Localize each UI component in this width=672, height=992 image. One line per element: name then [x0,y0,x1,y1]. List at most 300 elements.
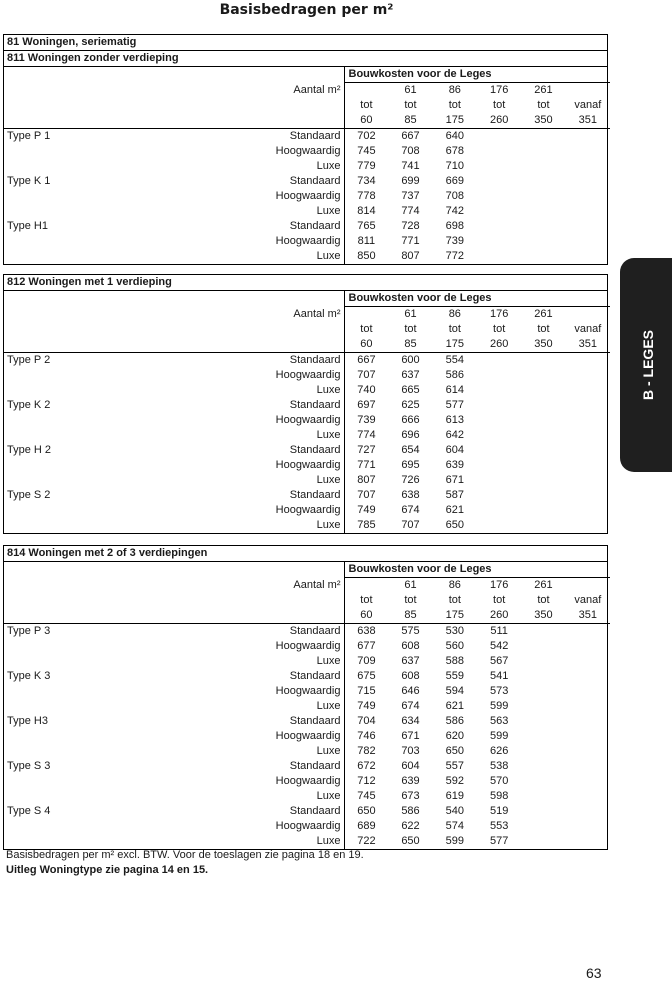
quality-label: Luxe [101,789,344,804]
range-to-cell: 175 [433,608,477,624]
value-cell [566,729,610,744]
value-cell: 619 [445,790,464,802]
header-spacer [101,593,344,608]
value-cell [566,624,610,640]
value-cell: 689 [357,820,376,832]
value-cell [477,234,521,249]
value-cell: 639 [445,459,464,471]
value-cell [521,234,565,249]
range-to-cell: 260 [477,113,521,129]
type-name [4,428,101,443]
header-spacer [101,291,344,307]
value-cell: 592 [445,775,464,787]
quality-label: Standaard [101,714,344,729]
quality-label: Hoogwaardig [101,368,344,383]
type-name: Type H1 [7,220,48,232]
value-cell: 785 [357,519,376,531]
value-cell: 807 [357,474,376,486]
header-spacer [4,113,101,129]
range-to-cell: 351 [566,337,610,353]
value-cell: 772 [445,250,464,262]
type-name [4,383,101,398]
value-cell [521,639,565,654]
value-cell [521,398,565,413]
value-cell: 696 [401,429,420,441]
table-row [4,219,610,234]
type-name [4,819,101,834]
value-cell: 782 [357,745,376,757]
table-row [4,174,610,189]
header-spacer [4,337,101,353]
table-row [4,413,610,428]
value-cell: 586 [445,715,464,727]
quality-label: Standaard [101,804,344,819]
value-cell: 710 [445,160,464,172]
table-row [4,819,610,834]
table-row [4,368,610,383]
value-cell [566,174,610,189]
table-row [4,383,610,398]
value-cell [566,819,610,834]
type-name [4,729,101,744]
quality-label: Standaard [101,443,344,458]
bouwkosten-header: Bouwkosten voor de Leges [344,291,610,307]
type-name: Type P 2 [7,354,51,366]
value-cell [477,398,521,413]
range-mid-cell: tot [448,99,461,111]
value-cell: 599 [445,835,464,847]
value-cell: 586 [445,369,464,381]
value-cell [477,129,521,145]
value-cell: 678 [445,145,464,157]
range-from-row [4,307,610,323]
value-cell: 621 [445,504,464,516]
range-mid-row [4,593,610,608]
table-row [4,714,610,729]
value-cell [521,473,565,488]
quality-label: Standaard [101,174,344,189]
value-cell [521,714,565,729]
quality-label: Luxe [101,383,344,398]
value-cell [566,443,610,458]
value-cell [521,669,565,684]
quality-label: Luxe [101,428,344,443]
value-cell [477,249,521,264]
value-cell: 567 [489,655,509,667]
header-spacer [4,562,101,578]
value-cell [521,684,565,699]
value-cell: 570 [489,775,509,787]
type-name: Type K 2 [7,399,51,411]
table-row [4,834,610,849]
type-name [4,458,101,473]
type-name [4,159,101,174]
value-cell: 608 [401,640,420,652]
value-cell [521,174,565,189]
value-cell: 741 [401,160,420,172]
value-cell: 673 [401,790,420,802]
value-cell: 594 [445,685,464,697]
range-from-cell: 176 [489,579,509,591]
range-mid-cell: tot [448,594,461,606]
range-to-cell: 260 [477,337,521,353]
value-cell [521,774,565,789]
range-to-cell: 85 [388,608,432,624]
header-row [4,67,610,83]
table-row [4,144,610,159]
value-cell [521,249,565,264]
range-mid-cell: tot [537,594,550,606]
table-row [4,518,610,533]
table-row [4,759,610,774]
quality-label: Luxe [101,518,344,533]
range-to-cell: 60 [344,337,388,353]
range-to-cell: 260 [477,608,521,624]
range-from-cell: 176 [489,84,509,96]
value-cell: 557 [445,760,464,772]
value-cell: 650 [445,519,464,531]
type-name: Type S 4 [7,805,51,817]
value-cell: 634 [401,715,420,727]
table-row [4,699,610,714]
value-cell: 586 [401,805,420,817]
value-cell: 746 [357,730,376,742]
value-cell [566,789,610,804]
table-row [4,669,610,684]
value-cell: 650 [357,805,376,817]
value-cell [566,368,610,383]
header-spacer [4,83,101,99]
value-cell [477,174,521,189]
value-cell: 778 [357,190,376,202]
value-cell: 704 [357,715,376,727]
value-cell [521,129,565,145]
range-to-row [4,113,610,129]
range-mid-cell: tot [360,594,373,606]
range-from-row [4,578,610,594]
range-mid-cell: tot [404,323,417,335]
value-cell: 599 [489,700,509,712]
value-cell: 703 [401,745,420,757]
value-cell: 749 [357,504,376,516]
value-cell [566,398,610,413]
table-row [4,729,610,744]
value-cell: 698 [445,220,464,232]
value-cell: 608 [401,670,420,682]
range-to-cell: 350 [521,337,565,353]
range-from-cell [566,578,610,594]
value-cell [566,744,610,759]
type-name [4,699,101,714]
table-row [4,744,610,759]
value-cell [521,159,565,174]
range-mid-cell: tot [493,99,506,111]
value-cell: 554 [445,354,464,366]
value-cell: 613 [445,414,464,426]
value-cell [566,458,610,473]
value-cell: 577 [445,399,464,411]
table-row [4,488,610,503]
value-cell: 519 [489,805,509,817]
footnote: Basisbedragen per m² excl. BTW. Voor de toeslagen zie pagina 18 en 19. [6,849,364,861]
quality-label: Luxe [101,473,344,488]
range-to-cell: 85 [388,337,432,353]
value-cell [521,789,565,804]
range-from-cell [344,578,388,594]
value-cell [521,428,565,443]
section-title: 812 Woningen met 1 verdieping [4,275,607,291]
value-cell: 726 [401,474,420,486]
range-mid-cell: tot [448,323,461,335]
value-cell: 771 [401,235,420,247]
value-cell: 625 [401,399,420,411]
range-mid-cell: tot [537,99,550,111]
value-cell [566,249,610,264]
value-cell [566,383,610,398]
range-to-cell: 351 [566,608,610,624]
type-name [4,744,101,759]
bouwkosten-header: Bouwkosten voor de Leges [344,562,610,578]
value-cell: 677 [357,640,376,652]
type-name [4,204,101,219]
header-spacer [4,307,101,323]
header-row [4,291,610,307]
quality-label: Hoogwaardig [101,413,344,428]
value-cell: 739 [357,414,376,426]
table-row [4,443,610,458]
quality-label: Hoogwaardig [101,234,344,249]
quality-label: Luxe [101,654,344,669]
range-from-cell: 61 [404,308,417,320]
quality-label: Hoogwaardig [101,684,344,699]
value-cell: 708 [401,145,420,157]
quality-label: Luxe [101,204,344,219]
value-cell [521,353,565,369]
quality-label: Standaard [101,353,344,369]
value-cell: 734 [357,175,376,187]
value-cell: 697 [357,399,376,411]
value-cell [477,458,521,473]
header-spacer [4,291,101,307]
section-super-title: 81 Woningen, seriematig [4,35,607,51]
value-cell: 671 [401,730,420,742]
value-cell: 707 [357,489,376,501]
range-from-cell: 261 [534,579,553,591]
section-814 [3,545,608,850]
value-cell: 511 [490,625,508,637]
value-cell: 654 [401,444,420,456]
value-cell: 530 [445,625,464,637]
value-cell: 604 [445,444,464,456]
value-cell [566,428,610,443]
value-cell: 779 [357,160,376,172]
range-mid-cell: tot [493,594,506,606]
value-cell [521,383,565,398]
value-cell [521,804,565,819]
range-mid-cell: tot [493,323,506,335]
range-mid-row [4,98,610,113]
type-name [4,774,101,789]
value-cell: 650 [445,745,464,757]
value-cell: 727 [357,444,376,456]
type-name [4,789,101,804]
value-cell [566,488,610,503]
quality-label: Standaard [101,398,344,413]
value-cell [521,204,565,219]
quality-label: Hoogwaardig [101,144,344,159]
table-row [4,473,610,488]
value-cell [566,144,610,159]
value-cell [566,834,610,849]
quality-label: Luxe [101,249,344,264]
quality-label: Standaard [101,219,344,234]
range-from-row [4,83,610,99]
header-spacer [101,113,344,129]
value-cell: 672 [357,760,376,772]
value-cell [477,488,521,503]
value-cell: 577 [489,835,509,847]
range-mid-cell: vanaf [574,594,602,606]
range-from-cell: 261 [534,308,553,320]
type-name [4,413,101,428]
value-cell: 807 [401,250,420,262]
value-cell: 745 [357,145,376,157]
header-spacer [4,98,101,113]
header-row [4,562,610,578]
value-cell: 598 [489,790,509,802]
cost-table [4,562,610,849]
value-cell: 542 [489,640,509,652]
value-cell: 765 [357,220,376,232]
range-mid-cell: tot [360,323,373,335]
value-cell: 667 [401,130,420,142]
table-row [4,129,610,145]
range-mid-cell: vanaf [574,99,602,111]
value-cell: 740 [357,384,376,396]
type-name [4,249,101,264]
table-row [4,249,610,264]
range-mid-cell: tot [360,99,373,111]
value-cell: 707 [357,369,376,381]
value-cell: 604 [401,760,420,772]
value-cell [521,503,565,518]
table-row [4,398,610,413]
range-to-cell: 175 [433,113,477,129]
quality-label: Standaard [101,488,344,503]
value-cell: 540 [445,805,464,817]
range-from-cell: 86 [448,84,461,96]
page-title: Basisbedragen per m² [219,2,394,18]
value-cell: 560 [445,640,464,652]
table-row [4,428,610,443]
table-row [4,804,610,819]
value-cell: 638 [401,489,420,501]
value-cell: 588 [445,655,464,667]
quality-label: Hoogwaardig [101,458,344,473]
value-cell: 811 [357,235,376,247]
type-name [4,654,101,669]
range-to-cell: 175 [433,337,477,353]
value-cell [477,428,521,443]
value-cell [566,639,610,654]
value-cell: 640 [445,130,464,142]
value-cell [521,219,565,234]
range-mid-cell: tot [404,99,417,111]
value-cell [566,759,610,774]
quality-label: Hoogwaardig [101,639,344,654]
value-cell [477,144,521,159]
value-cell: 639 [401,775,420,787]
header-spacer [101,67,344,83]
value-cell [477,413,521,428]
value-cell [566,413,610,428]
range-from-cell [344,83,388,99]
range-to-cell: 60 [344,113,388,129]
value-cell [566,503,610,518]
header-spacer [4,593,101,608]
aantal-label: Aantal m² [101,83,344,99]
header-spacer [4,578,101,594]
value-cell: 575 [401,625,420,637]
range-to-cell: 351 [566,113,610,129]
value-cell: 702 [357,130,376,142]
header-spacer [4,322,101,337]
value-cell [521,699,565,714]
value-cell: 745 [357,790,376,802]
value-cell [477,189,521,204]
header-spacer [101,608,344,624]
value-cell: 563 [489,715,509,727]
section-812 [3,274,608,534]
type-name [4,368,101,383]
range-to-cell: 60 [344,608,388,624]
table-row [4,774,610,789]
cost-table [4,67,610,264]
type-name: Type K 1 [7,175,51,187]
quality-label: Luxe [101,159,344,174]
quality-label: Hoogwaardig [101,503,344,518]
value-cell: 621 [445,700,464,712]
value-cell [477,518,521,533]
range-to-cell: 350 [521,113,565,129]
quality-label: Standaard [101,669,344,684]
value-cell [477,368,521,383]
header-spacer [4,608,101,624]
value-cell [521,729,565,744]
table-row [4,353,610,369]
quality-label: Standaard [101,624,344,640]
value-cell [477,219,521,234]
value-cell: 749 [357,700,376,712]
quality-label: Standaard [101,759,344,774]
quality-label: Hoogwaardig [101,729,344,744]
value-cell [521,834,565,849]
value-cell: 573 [489,685,509,697]
value-cell [521,744,565,759]
value-cell [566,204,610,219]
value-cell: 538 [489,760,509,772]
value-cell: 737 [401,190,420,202]
value-cell [566,129,610,145]
type-name [4,503,101,518]
range-to-cell: 350 [521,608,565,624]
cost-table [4,291,610,533]
type-name [4,834,101,849]
value-cell [566,353,610,369]
value-cell: 637 [401,655,420,667]
range-from-cell: 61 [404,84,417,96]
type-name: Type H3 [7,715,48,727]
